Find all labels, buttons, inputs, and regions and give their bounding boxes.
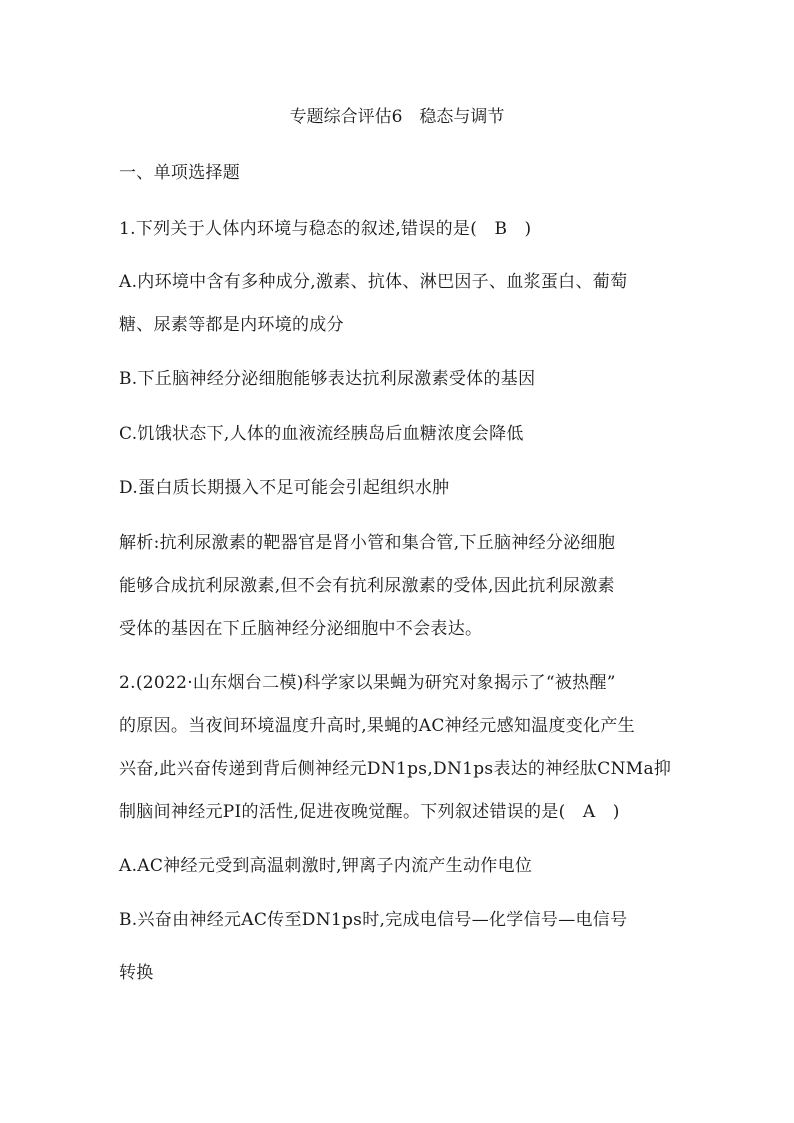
- q1-analysis-line1: 解析:抗利尿激素的靶器官是肾小管和集合管,下丘脑神经分泌细胞: [119, 533, 616, 553]
- q2-option-b-line2: 转换: [119, 963, 154, 983]
- q2-stem-line4: 制脑间神经元PI的活性,促进夜晚觉醒。下列叙述错误的是( A ): [119, 802, 620, 822]
- page-title: 专题综合评估6 稳态与调节: [289, 107, 505, 127]
- q2-stem-line3: 兴奋,此兴奋传递到背后侧神经元DN1ps,DN1ps表达的神经肽CNMa抑: [119, 759, 672, 779]
- q1-analysis-line3: 受体的基因在下丘脑神经分泌细胞中不会表达。: [119, 619, 483, 639]
- q1-option-d: D.蛋白质长期摄入不足可能会引起组织水肿: [119, 478, 450, 498]
- q1-option-a-line1: A.内环境中含有多种成分,激素、抗体、淋巴因子、血浆蛋白、葡萄: [119, 272, 628, 292]
- q1-option-c: C.饥饿状态下,人体的血液流经胰岛后血糖浓度会降低: [119, 424, 524, 444]
- section-heading: 一、单项选择题: [119, 163, 241, 183]
- q2-stem-line1: 2.(2022·山东烟台二模)科学家以果蝇为研究对象揭示了“被热醒”: [119, 673, 616, 693]
- q1-analysis-line2: 能够合成抗利尿激素,但不会有抗利尿激素的受体,因此抗利尿激素: [119, 576, 615, 596]
- q2-option-b-line1: B.兴奋由神经元AC传至DN1ps时,完成电信号—化学信号—电信号: [119, 910, 628, 930]
- q1-option-b: B.下丘脑神经分泌细胞能够表达抗利尿激素受体的基因: [119, 369, 536, 389]
- q2-stem-line2: 的原因。当夜间环境温度升高时,果蝇的AC神经元感知温度变化产生: [119, 716, 635, 736]
- q1-option-a-line2: 糖、尿素等都是内环境的成分: [119, 315, 344, 335]
- q2-option-a: A.AC神经元受到高温刺激时,钾离子内流产生动作电位: [119, 856, 533, 876]
- q1-stem: 1.下列关于人体内环境与稳态的叙述,错误的是( B ): [119, 219, 532, 239]
